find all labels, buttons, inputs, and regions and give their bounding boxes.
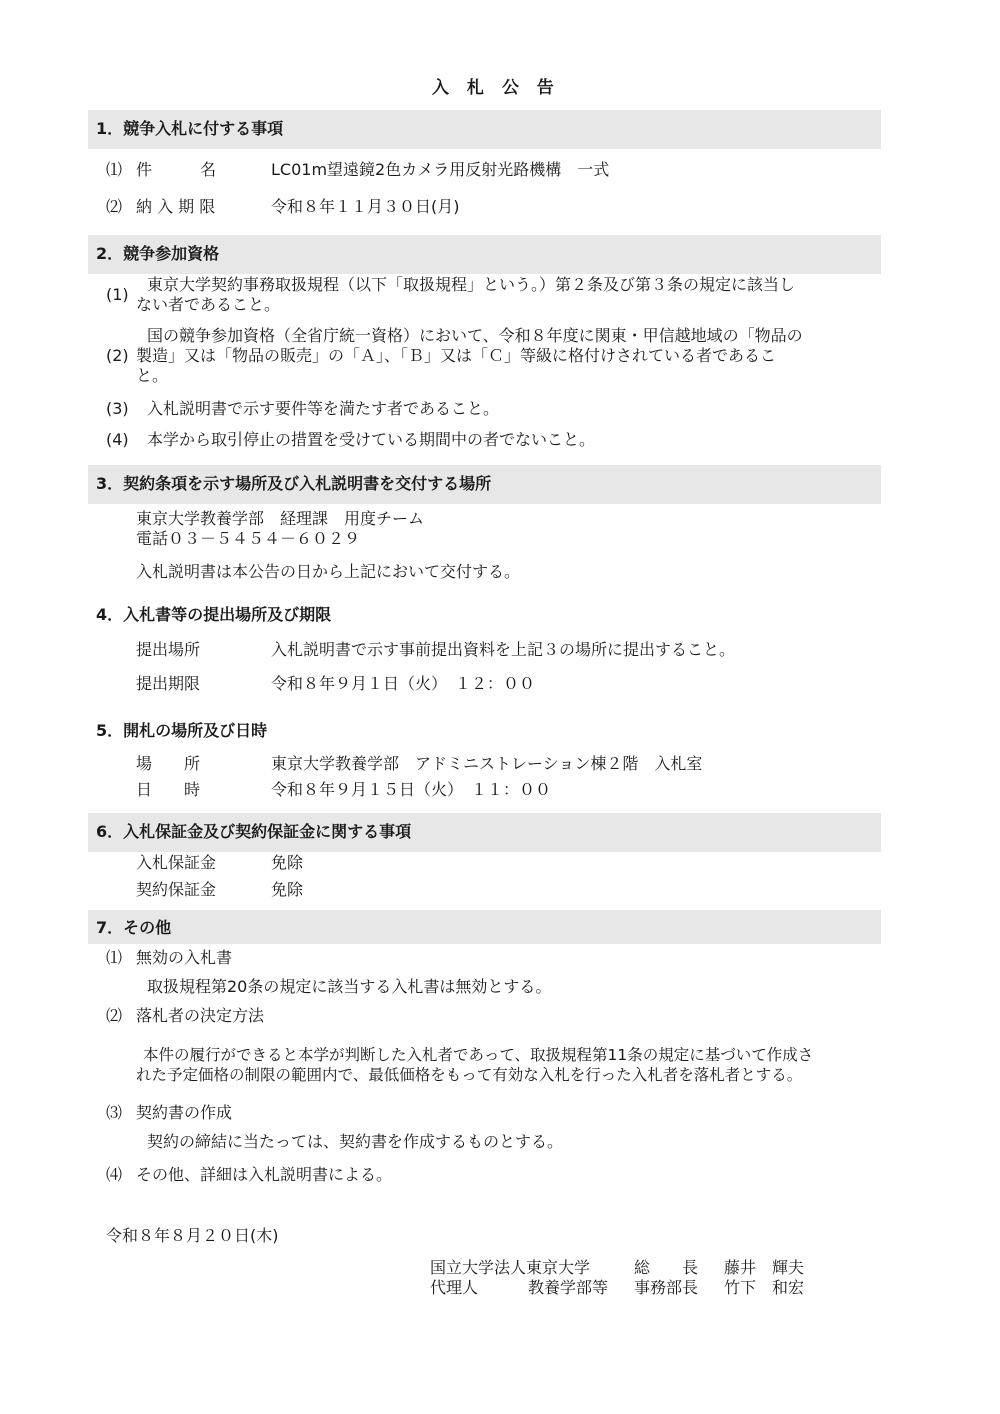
section-3-heading: 3．契約条項を示す場所及び入札説明書を交付する場所 [96,474,492,493]
s2-item1-number: (1) [106,285,129,304]
s7-item3-text: 契約の締結に当たっては、契約書を作成するものとする。 [147,1132,564,1151]
s5-row2-label: 日 時 [136,780,201,799]
s5-row1-value: 東京大学教養学部 アドミニストレーション棟２階 入札室 [271,754,703,773]
s1-item2-number: ⑵ [106,197,123,216]
signatory-title: 総 長 [634,1258,699,1277]
proxy-organization: 教養学部等 [528,1278,609,1297]
section-1-heading: 1．競争入札に付する事項 [96,119,284,138]
notice-title: 入 札 公 告 [432,78,560,98]
s2-item3-number: (3) [106,399,129,418]
s7-item2-line1: 本件の履行ができると本学が判断した入札者であって、取扱規程第11条の規定に基づいて作成さ [143,1046,814,1064]
s3-phone: 電話０３－５４５４－６０２９ [136,529,361,548]
s7-item4-text: その他、詳細は入札説明書による。 [136,1165,393,1184]
s1-item1-label: 件 名 [136,160,217,179]
s1-item1-value: LC01m望遠鏡2色カメラ用反射光路機構 一式 [271,160,610,179]
s2-item1-line2: ない者であること。 [136,295,281,314]
s7-item1-title: 無効の入札書 [136,948,233,967]
s4-row1-value: 入札説明書で示す事前提出資料を上記３の場所に提出すること。 [271,640,736,659]
s3-distribution-note: 入札説明書は本公告の日から上記において交付する。 [136,562,521,581]
proxy-title: 事務部長 [634,1278,699,1297]
s6-row1-label: 入札保証金 [136,853,217,872]
s4-row2-label: 提出期限 [136,674,201,693]
s3-office: 東京大学教養学部 経理課 用度チーム [136,509,425,528]
s7-item3-title: 契約書の作成 [136,1103,233,1122]
s2-item2-line2: 製造」又は「物品の販売」の「Ａ」、「Ｂ」又は「Ｃ」等級に格付けされている者であるこ [136,346,777,365]
s4-row2-value: 令和８年９月１日（火） １２：００ [271,674,536,693]
s1-item2-label: 納 入 期 限 [136,197,216,216]
s7-item1-number: ⑴ [106,948,123,967]
s7-item4-number: ⑷ [106,1165,123,1184]
section-2-heading: 2．競争参加資格 [96,244,220,263]
s1-item1-number: ⑴ [106,160,123,179]
signatory-name: 藤井 輝夫 [724,1258,805,1277]
s2-item2-line3: と。 [136,366,169,385]
s2-item4-text: 本学から取引停止の措置を受けている期間中の者でないこと。 [147,430,596,449]
notice-date: 令和８年８月２０日(木) [106,1226,279,1245]
signatory-organization: 国立大学法人東京大学 [430,1258,591,1277]
s7-item2-line2: れた予定価格の制限の範囲内で、最低価格をもって有効な入札を行った入札者を落札者とする。 [136,1066,803,1084]
section-3-heading-band [88,465,881,504]
s4-row1-label: 提出場所 [136,640,201,659]
s2-item1-line1: 東京大学契約事務取扱規程（以下「取扱規程」という。）第２条及び第３条の規定に該当し [147,275,796,294]
s6-row2-value: 免除 [271,880,304,899]
s1-item2-value: 令和８年１１月３０日(月) [271,197,460,216]
s7-item2-title: 落札者の決定方法 [136,1006,265,1025]
section-2-heading-band [88,235,881,274]
section-7-heading: 7．その他 [96,918,172,937]
s6-row1-value: 免除 [271,853,304,872]
s7-item3-number: ⑶ [106,1103,123,1122]
s2-item2-line1: 国の競争参加資格（全省庁統一資格）において、令和８年度に関東・甲信越地域の「物品の [147,326,803,345]
proxy-name: 竹下 和宏 [724,1278,805,1297]
section-6-heading: 6．入札保証金及び契約保証金に関する事項 [96,822,412,841]
s5-row1-label: 場 所 [136,754,201,773]
s6-row2-label: 契約保証金 [136,880,217,899]
s5-row2-value: 令和８年９月１５日（火） １１：００ [271,780,552,799]
section-7-heading-band [88,910,881,944]
s2-item2-number: (2) [106,346,129,365]
s2-item3-text: 入札説明書で示す要件等を満たす者であること。 [147,399,500,418]
s2-item4-number: (4) [106,430,129,449]
section-1-heading-band [88,110,881,149]
section-5-heading: 5．開札の場所及び日時 [96,721,268,740]
section-6-heading-band [88,813,881,852]
s7-item2-number: ⑵ [106,1006,123,1025]
s7-item1-text: 取扱規程第20条の規定に該当する入札書は無効とする。 [147,977,552,996]
section-4-heading: 4．入札書等の提出場所及び期限 [96,605,332,624]
proxy-role: 代理人 [430,1278,479,1297]
